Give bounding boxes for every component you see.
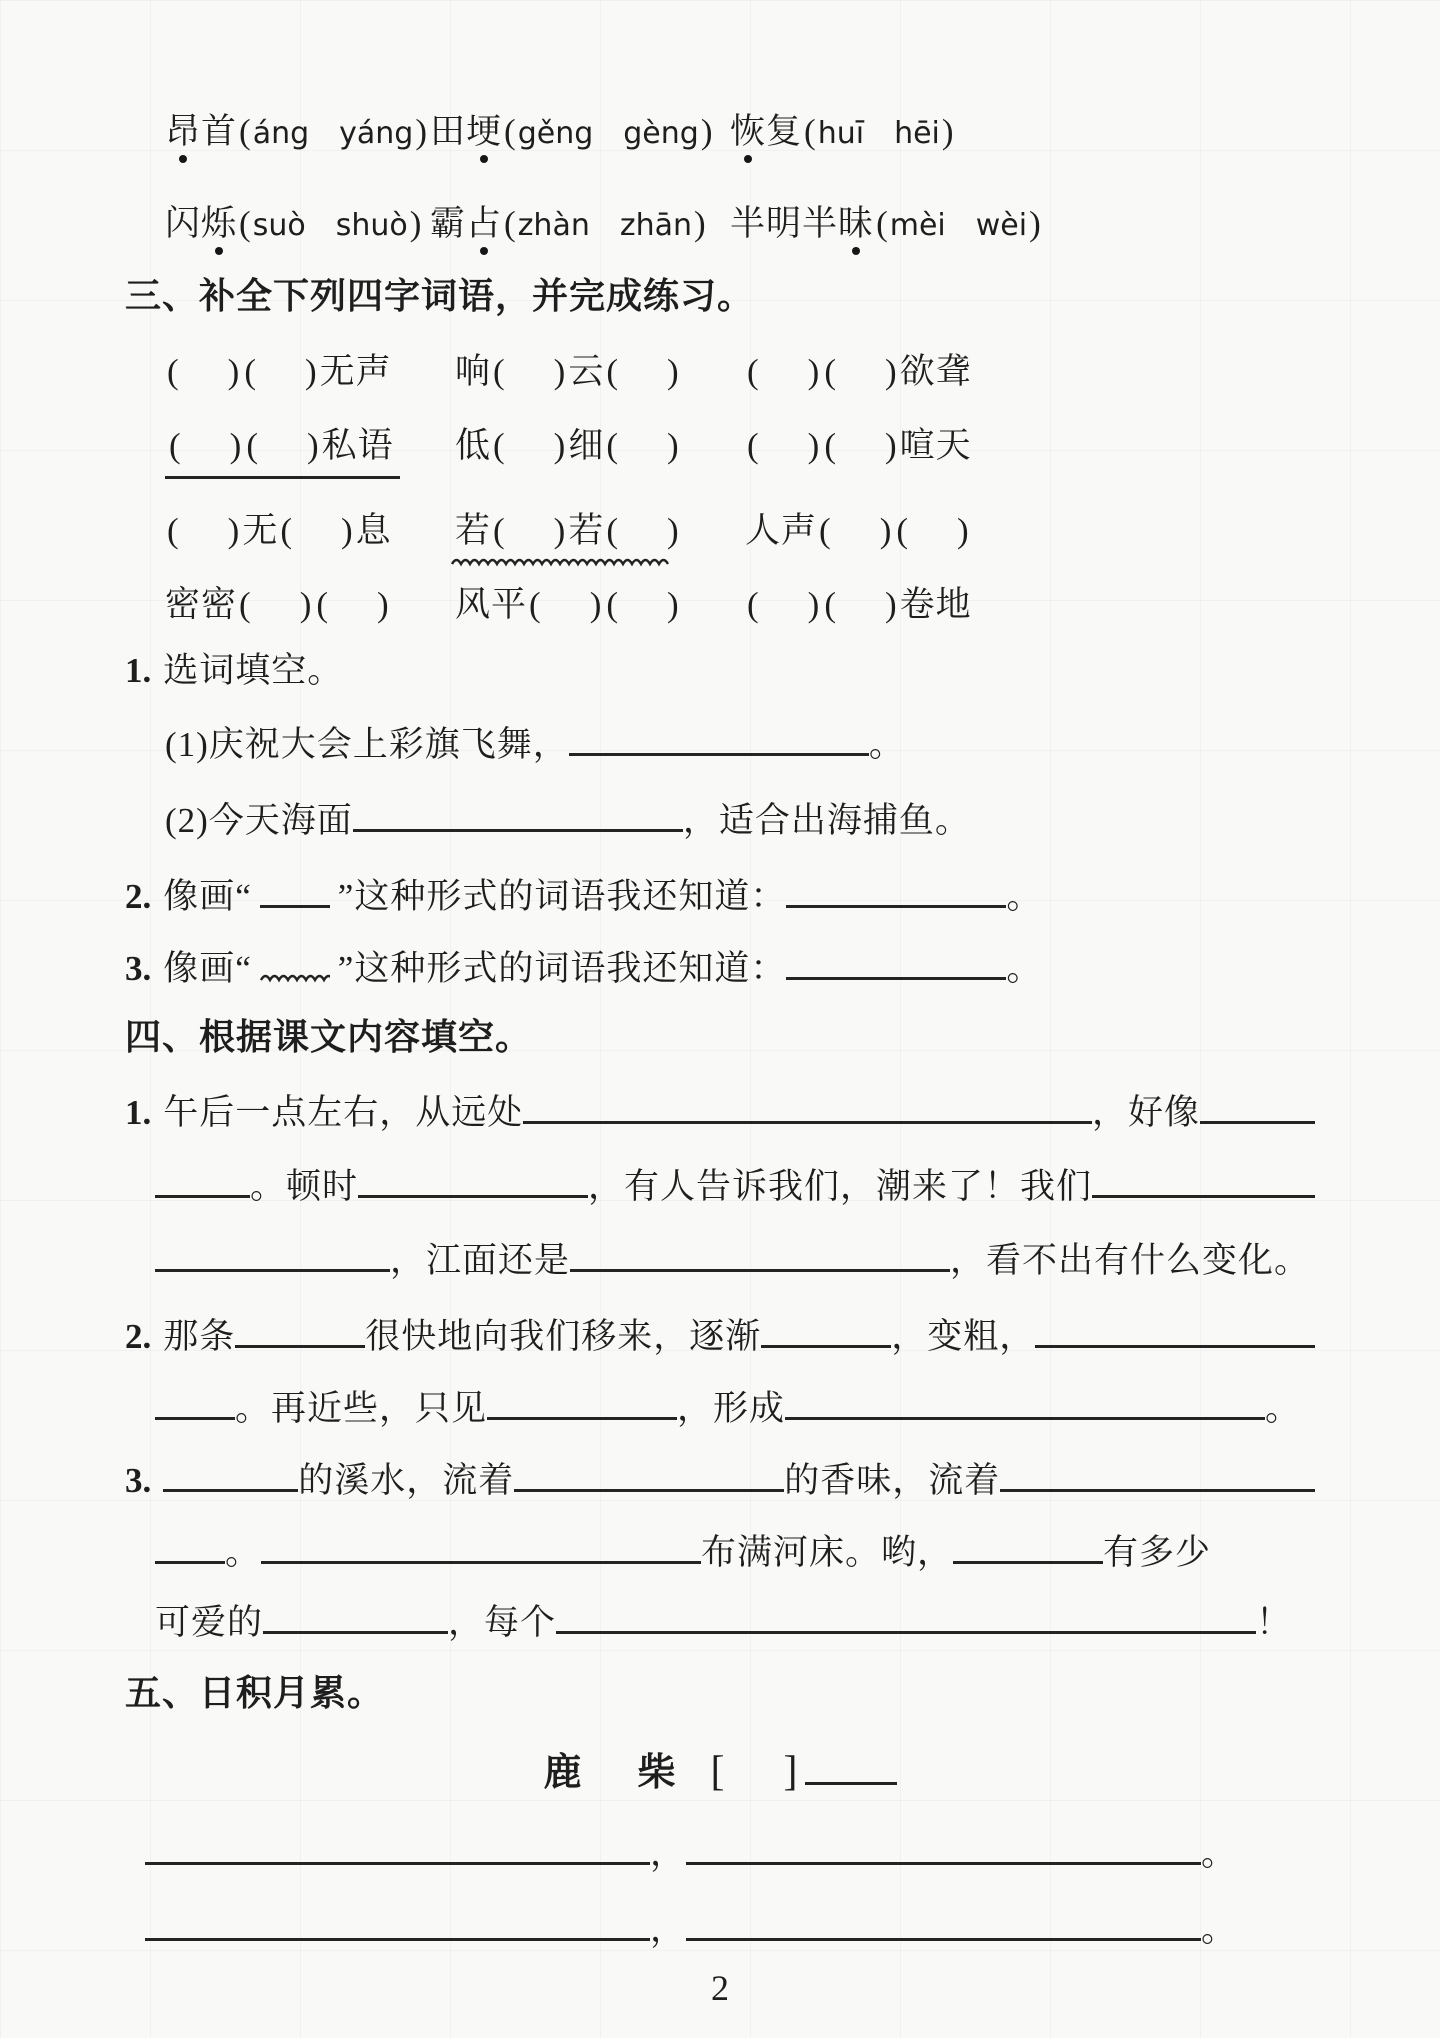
blank-line <box>570 1265 950 1272</box>
word-grid-cell <box>165 503 455 553</box>
pinyin-option: hēi <box>894 116 940 151</box>
item-number: 2. <box>125 877 152 916</box>
blank-line <box>353 825 683 832</box>
close-paren: ) <box>807 352 821 391</box>
blank-line <box>155 1191 250 1198</box>
char: 密 <box>165 585 202 624</box>
open-paren: ( <box>504 204 516 243</box>
fill-blank-line <box>125 941 1315 991</box>
text-run: 。 <box>1201 1910 1238 1949</box>
blank-line <box>163 1485 298 1492</box>
text-run: ， <box>650 1834 687 1873</box>
word-with-emphasis-dot <box>730 196 874 246</box>
word-grid-cell <box>455 418 745 468</box>
open-paren: ( <box>824 352 837 391</box>
char: 低 <box>455 426 492 465</box>
text-run: ，有人告诉我们，潮来了！我们 <box>588 1167 1093 1206</box>
blank-line <box>155 1413 235 1420</box>
close-paren: ) <box>879 511 893 550</box>
open-paren: ( <box>824 585 837 624</box>
char: 响 <box>455 352 492 391</box>
fill-blank-line <box>125 1525 1315 1575</box>
close-paren: ) <box>553 352 567 391</box>
char: 语 <box>357 426 394 465</box>
fill-blank-line <box>125 643 1315 693</box>
pinyin-choice-exercise <box>125 104 1315 246</box>
pinyin-item <box>165 104 430 154</box>
char: 半 <box>802 204 839 243</box>
blank-line <box>786 901 1006 908</box>
blank-line <box>514 1485 784 1492</box>
pinyin-item <box>165 196 430 246</box>
cell-content <box>455 344 682 394</box>
page-number: 2 <box>711 1968 729 2008</box>
pinyin-option: zhàn <box>517 208 590 243</box>
blank-line <box>261 1557 701 1564</box>
close-paren: ) <box>229 426 243 465</box>
pinyin-option: suò <box>252 208 306 243</box>
item-number: 1. <box>125 651 152 690</box>
close-paren: ) <box>589 585 603 624</box>
word-grid-cell <box>455 503 745 553</box>
item-number: 3. <box>125 949 152 988</box>
close-paren: ) <box>807 426 821 465</box>
fill-blank-line <box>125 1381 1315 1431</box>
poem-recitation-block <box>125 1741 1315 1952</box>
text-run: 很快地向我们移来，逐渐 <box>365 1317 762 1356</box>
word-grid-row <box>125 577 1315 627</box>
text-run: 。再近些，只见 <box>235 1389 488 1428</box>
text-run: 鹿 <box>543 1752 583 1794</box>
word-grid-row <box>125 344 1315 394</box>
solid-line-mark <box>260 901 330 908</box>
wavy-underline <box>451 555 669 567</box>
char: 闪 <box>165 204 202 243</box>
pinyin-row <box>125 104 1315 154</box>
cell-content <box>455 418 682 468</box>
text-run: 可爱的 <box>155 1603 264 1642</box>
text-run: ，适合出海捕鱼。 <box>682 801 971 840</box>
close-paren: ) <box>884 426 898 465</box>
char: 若 <box>455 511 492 550</box>
text-run: 。 <box>1265 1389 1302 1428</box>
open-paren: ( <box>316 585 329 624</box>
text-run: 那条 <box>163 1317 236 1356</box>
char: 人 <box>745 511 782 550</box>
text-run: ！ <box>1256 1603 1293 1642</box>
text-run: ，看不出有什么变化。 <box>950 1241 1311 1280</box>
close-paren: ) <box>667 352 680 391</box>
blank-line <box>145 1858 650 1865</box>
pinyin-option: gěng <box>517 116 594 151</box>
open-paren: ( <box>819 511 832 550</box>
word-grid-cell <box>745 503 972 553</box>
close-paren: ) <box>807 585 821 624</box>
cell-content <box>745 418 972 468</box>
close-paren: ) <box>1029 204 1041 243</box>
text-run: 。 <box>225 1533 262 1572</box>
open-paren: ( <box>239 585 252 624</box>
blank-line <box>1000 1485 1315 1492</box>
blank-line <box>761 1341 891 1348</box>
blank-line <box>786 973 1006 980</box>
text-run: 柴 <box>637 1752 677 1794</box>
blank-line <box>155 1557 225 1564</box>
open-paren: ( <box>606 511 619 550</box>
open-paren: ( <box>493 511 506 550</box>
blank-line <box>556 1627 1256 1634</box>
item-number: 3. <box>125 1461 152 1500</box>
char: 明 <box>766 204 803 243</box>
cell-content <box>745 577 972 627</box>
fill-blank-line <box>125 1453 1315 1503</box>
word-grid-cell <box>165 344 455 394</box>
word-with-emphasis-dot <box>430 196 502 246</box>
text-run: 像画“ <box>163 877 252 916</box>
char: 地 <box>935 585 972 624</box>
char: 欲 <box>899 352 936 391</box>
text-run: ”这种形式的词语我还知道： <box>337 877 787 916</box>
char: 声 <box>781 511 818 550</box>
char: 细 <box>568 426 605 465</box>
fill-blank-line <box>125 1741 1315 1796</box>
blank-line <box>785 1413 1265 1420</box>
pinyin-row <box>125 196 1315 246</box>
text-run: 像画“ <box>163 949 252 988</box>
section3-heading: 三、补全下列四字词语，并完成练习。 <box>125 275 755 316</box>
word-grid-cell <box>745 577 972 627</box>
cell-content <box>165 344 392 394</box>
text-run: 的香味，流着 <box>784 1461 1001 1500</box>
text-run: 布满河床。哟， <box>701 1533 954 1572</box>
blank-line <box>358 1191 588 1198</box>
fill-blank-line <box>125 1595 1315 1645</box>
pinyin-option: wèi <box>975 208 1028 243</box>
close-paren: ) <box>340 511 354 550</box>
open-paren: ( <box>606 352 619 391</box>
emphasized-char: 埂 <box>466 112 503 151</box>
cell-content <box>165 503 392 553</box>
cell-content <box>165 418 400 479</box>
word-grid-cell <box>165 577 455 627</box>
blank-line <box>686 1934 1201 1941</box>
pinyin-option: yáng <box>339 116 414 151</box>
open-paren: ( <box>280 511 293 550</box>
open-paren: ( <box>824 426 837 465</box>
char: 半 <box>730 204 767 243</box>
open-paren: ( <box>747 352 760 391</box>
open-paren: ( <box>876 204 888 243</box>
blank-line <box>1035 1341 1315 1348</box>
close-paren: ) <box>941 112 954 151</box>
word-grid-cell <box>745 344 972 394</box>
pinyin-option: gèng <box>623 116 699 151</box>
blank-line <box>1092 1191 1315 1198</box>
open-paren: ( <box>167 511 180 550</box>
pinyin-option: zhān <box>619 208 693 243</box>
open-paren: ( <box>747 585 760 624</box>
section5-heading: 五、日积月累。 <box>125 1672 385 1713</box>
char: 喧 <box>899 426 936 465</box>
open-paren: ( <box>504 112 516 151</box>
word-grid-row <box>125 418 1315 479</box>
fill-blank-line <box>125 1233 1315 1283</box>
char: 平 <box>491 585 528 624</box>
text-run: ， <box>650 1910 687 1949</box>
word-grid-cell <box>165 418 455 479</box>
close-paren: ) <box>553 511 567 550</box>
item-number: 2. <box>125 1317 152 1356</box>
wavy-underline <box>260 971 330 983</box>
open-paren: ( <box>804 112 816 151</box>
open-paren: ( <box>529 585 542 624</box>
fill-blank-line <box>125 717 1315 767</box>
char: 风 <box>455 585 492 624</box>
close-paren: ) <box>306 426 320 465</box>
char: 若 <box>568 511 605 550</box>
blank-line <box>686 1858 1201 1865</box>
char: 霸 <box>430 204 467 243</box>
close-paren: ) <box>884 352 898 391</box>
fill-blank-line <box>125 1085 1315 1135</box>
text-run: ，每个 <box>448 1603 557 1642</box>
blank-line <box>523 1117 1092 1124</box>
spacer <box>726 1783 784 1785</box>
fill-blank-line <box>125 1159 1315 1209</box>
section3-questions <box>125 643 1315 991</box>
pinyin-option: mèi <box>889 208 946 243</box>
close-paren: ) <box>409 204 422 243</box>
text-run: ] <box>783 1749 799 1795</box>
blank-line <box>235 1341 365 1348</box>
char: 声 <box>355 352 392 391</box>
char: 复 <box>766 112 803 151</box>
blank-line <box>805 1778 897 1785</box>
close-paren: ) <box>415 112 427 151</box>
char: 无 <box>242 511 279 550</box>
text-run: 午后一点左右，从远处 <box>163 1093 524 1132</box>
cell-content <box>745 503 972 553</box>
fill-blank-line <box>125 793 1315 843</box>
blank-line <box>263 1627 448 1634</box>
close-paren: ) <box>700 112 713 151</box>
text-run: (1)庆祝大会上彩旗飞舞， <box>165 725 569 764</box>
char: 天 <box>935 426 972 465</box>
text-run: 。 <box>1006 949 1043 988</box>
word-with-emphasis-dot <box>730 104 802 154</box>
text-run: 。 <box>868 725 905 764</box>
spacer <box>583 1783 638 1785</box>
open-paren: ( <box>246 426 259 465</box>
cell-content <box>455 503 682 553</box>
pinyin-option: huī <box>817 116 865 151</box>
text-run: 有多少 <box>1103 1533 1212 1572</box>
close-paren: ) <box>667 585 680 624</box>
word-grid-cell <box>745 418 972 468</box>
open-paren: ( <box>169 426 182 465</box>
open-paren: ( <box>167 352 180 391</box>
pinyin-item <box>730 196 1043 246</box>
close-paren: ) <box>667 426 680 465</box>
text-run: 。顿时 <box>250 1167 359 1206</box>
emphasized-char: 烁 <box>201 204 238 243</box>
text-run: ”这种形式的词语我还知道： <box>337 949 787 988</box>
open-paren: ( <box>493 426 506 465</box>
word-grid-row <box>125 503 1315 553</box>
text-run: 。 <box>1006 877 1043 916</box>
char: 卷 <box>899 585 936 624</box>
pinyin-item <box>430 104 730 154</box>
close-paren: ) <box>957 511 970 550</box>
word-grid-cell <box>455 577 745 627</box>
cell-content <box>745 344 972 394</box>
char: 无 <box>319 352 356 391</box>
blank-line <box>145 1934 650 1941</box>
char: 首 <box>201 112 238 151</box>
section4-heading: 四、根据课文内容填空。 <box>125 1016 533 1057</box>
fill-blank-line <box>125 1902 1315 1952</box>
blank-line <box>155 1265 390 1272</box>
word-grid-cell <box>455 344 745 394</box>
blank-line <box>569 749 869 756</box>
emphasized-char: 恢 <box>730 112 767 151</box>
char: 田 <box>430 112 467 151</box>
pinyin-option: áng <box>252 116 310 151</box>
emphasized-char: 占 <box>466 204 503 243</box>
fill-blank-line <box>125 1309 1315 1359</box>
item-number: 1. <box>125 1093 152 1132</box>
close-paren: ) <box>694 204 706 243</box>
open-paren: ( <box>244 352 257 391</box>
text-run: 的溪水，流着 <box>298 1461 515 1500</box>
close-paren: ) <box>377 585 390 624</box>
blank-line <box>487 1413 677 1420</box>
open-paren: ( <box>606 426 619 465</box>
word-completion-grid <box>125 344 1315 627</box>
char: 云 <box>568 352 605 391</box>
text-run: ，形成 <box>677 1389 786 1428</box>
close-paren: ) <box>227 352 241 391</box>
spacer <box>677 1783 711 1785</box>
emphasized-char: 昂 <box>165 112 202 151</box>
section4-fill-in-lines <box>125 1085 1315 1645</box>
open-paren: ( <box>493 352 506 391</box>
text-run: 选词填空。 <box>163 651 344 690</box>
text-run: [ <box>710 1749 726 1795</box>
poem-blank-lines <box>125 1826 1315 1952</box>
fill-blank-line <box>125 869 1315 919</box>
text-run: ，变粗， <box>891 1317 1036 1356</box>
close-paren: ) <box>299 585 313 624</box>
wavy-line-mark <box>260 971 330 991</box>
blank-line <box>953 1557 1103 1564</box>
text-run: (2)今天海面 <box>165 801 353 840</box>
emphasized-char: 昧 <box>838 204 875 243</box>
pinyin-item <box>730 104 956 154</box>
open-paren: ( <box>747 426 760 465</box>
text-run: ，好像 <box>1091 1093 1200 1132</box>
fill-blank-line <box>125 1826 1315 1876</box>
pinyin-option: shuò <box>335 208 408 243</box>
open-paren: ( <box>606 585 619 624</box>
open-paren: ( <box>239 112 251 151</box>
blank-line <box>1200 1117 1315 1124</box>
char: 息 <box>355 511 392 550</box>
poem-title-line <box>125 1741 1315 1796</box>
text-run: 。 <box>1201 1834 1238 1873</box>
char: 私 <box>321 426 358 465</box>
cell-content <box>455 577 682 627</box>
word-with-emphasis-dot <box>165 196 237 246</box>
word-with-emphasis-dot <box>430 104 502 154</box>
close-paren: ) <box>304 352 318 391</box>
word-with-emphasis-dot <box>165 104 237 154</box>
open-paren: ( <box>896 511 909 550</box>
close-paren: ) <box>553 426 567 465</box>
open-paren: ( <box>239 204 251 243</box>
char: 聋 <box>935 352 972 391</box>
close-paren: ) <box>667 511 680 550</box>
pinyin-item <box>430 196 730 246</box>
close-paren: ) <box>884 585 898 624</box>
text-run: ，江面还是 <box>390 1241 571 1280</box>
char: 密 <box>201 585 238 624</box>
close-paren: ) <box>227 511 241 550</box>
cell-content <box>165 577 392 627</box>
